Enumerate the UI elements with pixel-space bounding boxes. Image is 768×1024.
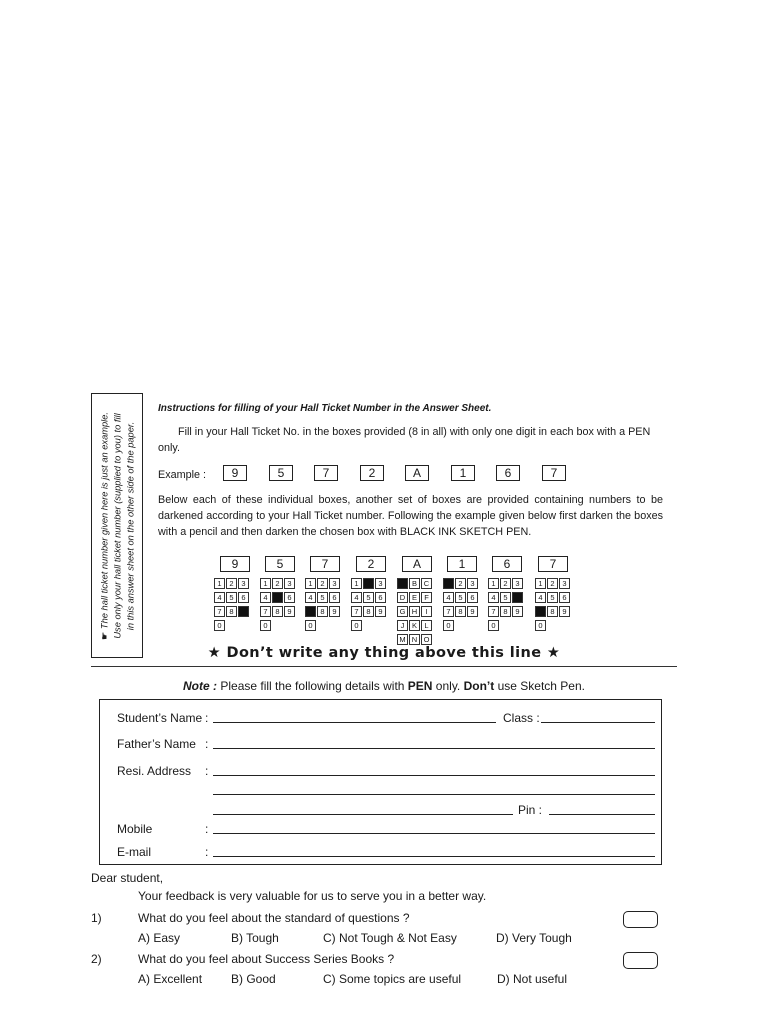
- omr-bubble[interactable]: 6: [467, 592, 478, 603]
- omr-bubble[interactable]: 5: [455, 592, 466, 603]
- omr-bubble[interactable]: 4: [443, 592, 454, 603]
- omr-bubble[interactable]: 4: [214, 592, 225, 603]
- example-digit-box: 2: [360, 465, 384, 481]
- omr-bubble[interactable]: 4: [305, 592, 316, 603]
- address-line-3-field[interactable]: [213, 814, 513, 815]
- omr-bubble[interactable]: 9: [467, 606, 478, 617]
- omr-bubble[interactable]: 8: [455, 606, 466, 617]
- note-dont: Don’t: [463, 679, 495, 693]
- omr-bubble[interactable]: 0: [214, 620, 225, 631]
- class-label: Class :: [503, 711, 540, 725]
- email-field[interactable]: [213, 856, 655, 857]
- feedback-intro: Your feedback is very valuable for us to serve you in a better way.: [138, 889, 487, 903]
- omr-header-box: 9: [220, 556, 250, 572]
- omr-bubble[interactable]: 8: [363, 606, 374, 617]
- feedback-greeting: Dear student,: [91, 871, 164, 885]
- omr-header-box: 5: [265, 556, 295, 572]
- omr-bubble[interactable]: [512, 592, 523, 603]
- father-name-field[interactable]: [213, 748, 655, 749]
- example-digit-box: 5: [269, 465, 293, 481]
- omr-bubble[interactable]: 8: [272, 606, 283, 617]
- dont-write-above-notice: ★ Don’t write any thing above this line ★: [207, 645, 561, 661]
- omr-bubble[interactable]: 8: [547, 606, 558, 617]
- student-name-field[interactable]: [213, 722, 496, 723]
- omr-bubble[interactable]: 1: [305, 578, 316, 589]
- omr-bubble[interactable]: 5: [547, 592, 558, 603]
- omr-bubble[interactable]: 2: [272, 578, 283, 589]
- omr-bubble[interactable]: [238, 606, 249, 617]
- omr-header-box: 7: [538, 556, 568, 572]
- example-digit-box: 7: [542, 465, 566, 481]
- omr-bubble[interactable]: 6: [329, 592, 340, 603]
- omr-bubble[interactable]: 6: [238, 592, 249, 603]
- omr-bubble[interactable]: 4: [535, 592, 546, 603]
- omr-header-box: 1: [447, 556, 477, 572]
- omr-bubble[interactable]: 3: [467, 578, 478, 589]
- colon: :: [205, 764, 209, 778]
- omr-bubble[interactable]: [272, 592, 283, 603]
- omr-bubble[interactable]: [443, 578, 454, 589]
- omr-bubble[interactable]: 7: [351, 606, 362, 617]
- instructions-paragraph-2: Below each of these individual boxes, another set of boxes are provided containing numbers to be darkened according to your Hall Ticket number. Following the example given below first darken the boxes with a pencil and then darken the chosen box with BLACK INK SKETCH PEN.: [158, 494, 663, 538]
- note-pen: PEN: [407, 679, 433, 693]
- email-label: E-mail: [117, 845, 152, 859]
- note-label: Note :: [183, 679, 218, 693]
- omr-bubble[interactable]: 8: [317, 606, 328, 617]
- omr-bubble[interactable]: D: [397, 592, 408, 603]
- omr-bubble[interactable]: 2: [455, 578, 466, 589]
- omr-bubble[interactable]: 1: [351, 578, 362, 589]
- omr-bubble[interactable]: 1: [488, 578, 499, 589]
- option-a: A) Easy: [138, 931, 181, 945]
- omr-bubble[interactable]: 2: [500, 578, 511, 589]
- example-disclaimer-text: ☛ The hall ticket number given here is just an example. Use only your hall ticket number (supplied to you) to fill in this answer sheet on the other side of the paper.: [99, 412, 136, 640]
- question-text: What do you feel about the standard of questions ?: [138, 911, 410, 925]
- pin-field[interactable]: [549, 814, 655, 815]
- omr-bubble[interactable]: 0: [351, 620, 362, 631]
- omr-bubble[interactable]: 0: [305, 620, 316, 631]
- omr-bubble[interactable]: [363, 578, 374, 589]
- omr-bubble[interactable]: 0: [488, 620, 499, 631]
- omr-bubble[interactable]: 0: [260, 620, 271, 631]
- omr-bubble[interactable]: 1: [214, 578, 225, 589]
- omr-bubble[interactable]: 3: [284, 578, 295, 589]
- pointing-hand-icon: ☛: [99, 629, 110, 640]
- omr-header-box: 7: [310, 556, 340, 572]
- colon: :: [205, 737, 209, 751]
- pin-label: Pin :: [518, 803, 543, 817]
- omr-bubble[interactable]: C: [421, 578, 432, 589]
- option-a: A) Excellent: [138, 972, 203, 986]
- omr-bubble[interactable]: 5: [317, 592, 328, 603]
- colon: :: [205, 822, 209, 836]
- omr-bubble[interactable]: 6: [559, 592, 570, 603]
- answer-box-q1[interactable]: [623, 911, 658, 928]
- omr-bubble[interactable]: 4: [351, 592, 362, 603]
- omr-bubble[interactable]: H: [409, 606, 420, 617]
- example-disclaimer-box: [91, 393, 143, 658]
- omr-bubble[interactable]: E: [409, 592, 420, 603]
- student-name-label: Student’s Name: [117, 711, 203, 725]
- resi-address-label: Resi. Address: [117, 764, 192, 778]
- omr-bubble[interactable]: J: [397, 620, 408, 631]
- omr-bubble[interactable]: 0: [443, 620, 454, 631]
- example-digit-box: 1: [451, 465, 475, 481]
- omr-bubble[interactable]: 1: [260, 578, 271, 589]
- omr-bubble[interactable]: 8: [226, 606, 237, 617]
- note-text: use Sketch Pen.: [494, 679, 585, 693]
- omr-bubble[interactable]: 7: [443, 606, 454, 617]
- omr-bubble[interactable]: [397, 578, 408, 589]
- note-text: Please fill the following details with: [217, 679, 408, 693]
- option-b: B) Tough: [231, 931, 279, 945]
- mobile-label: Mobile: [117, 822, 153, 836]
- omr-bubble[interactable]: K: [409, 620, 420, 631]
- omr-bubble[interactable]: 3: [512, 578, 523, 589]
- omr-bubble[interactable]: 0: [535, 620, 546, 631]
- omr-bubble[interactable]: 5: [500, 592, 511, 603]
- omr-header-box: A: [402, 556, 432, 572]
- omr-bubble[interactable]: 8: [500, 606, 511, 617]
- omr-bubble[interactable]: 7: [214, 606, 225, 617]
- omr-bubble[interactable]: [305, 606, 316, 617]
- omr-header-box: 2: [356, 556, 386, 572]
- omr-bubble[interactable]: 9: [375, 606, 386, 617]
- omr-bubble[interactable]: 7: [260, 606, 271, 617]
- class-field[interactable]: [541, 722, 655, 723]
- omr-bubble[interactable]: 2: [317, 578, 328, 589]
- option-c: C) Some topics are useful: [323, 972, 462, 986]
- omr-bubble[interactable]: 9: [559, 606, 570, 617]
- answer-box-q2[interactable]: [623, 952, 658, 969]
- omr-bubble[interactable]: M: [397, 634, 408, 645]
- omr-bubble[interactable]: B: [409, 578, 420, 589]
- omr-bubble[interactable]: I: [421, 606, 432, 617]
- omr-bubble[interactable]: 4: [488, 592, 499, 603]
- omr-bubble[interactable]: G: [397, 606, 408, 617]
- omr-bubble[interactable]: [535, 606, 546, 617]
- address-line-1-field[interactable]: [213, 775, 655, 776]
- option-b: B) Good: [231, 972, 276, 986]
- omr-bubble[interactable]: 3: [559, 578, 570, 589]
- father-name-label: Father’s Name: [117, 737, 196, 751]
- omr-bubble[interactable]: 9: [284, 606, 295, 617]
- note-text: only.: [432, 679, 464, 693]
- example-digit-box: A: [405, 465, 429, 481]
- mobile-field[interactable]: [213, 833, 655, 834]
- omr-header-box: 6: [492, 556, 522, 572]
- colon: :: [205, 845, 209, 859]
- omr-bubble[interactable]: 2: [226, 578, 237, 589]
- instructions-paragraph-1: Fill in your Hall Ticket No. in the boxes provided (8 in all) with only one digit in each box with a PEN only.: [158, 426, 651, 454]
- omr-bubble[interactable]: N: [409, 634, 420, 645]
- omr-bubble[interactable]: 5: [226, 592, 237, 603]
- question-number: 1): [91, 911, 102, 925]
- omr-bubble[interactable]: 3: [329, 578, 340, 589]
- omr-bubble[interactable]: 1: [535, 578, 546, 589]
- omr-bubble[interactable]: 4: [260, 592, 271, 603]
- omr-bubble[interactable]: 7: [488, 606, 499, 617]
- omr-bubble[interactable]: 5: [363, 592, 374, 603]
- omr-bubble[interactable]: 3: [238, 578, 249, 589]
- omr-bubble[interactable]: L: [421, 620, 432, 631]
- colon: :: [205, 711, 209, 725]
- option-d: D) Very Tough: [496, 931, 572, 945]
- address-line-2-field[interactable]: [213, 794, 655, 795]
- omr-bubble[interactable]: O: [421, 634, 432, 645]
- pen-only-note: [0, 679, 768, 693]
- omr-bubble[interactable]: 2: [547, 578, 558, 589]
- question-number: 2): [91, 952, 102, 966]
- divider-line: [91, 666, 677, 667]
- omr-bubble[interactable]: 6: [284, 592, 295, 603]
- omr-bubble[interactable]: 3: [375, 578, 386, 589]
- example-digit-box: 6: [496, 465, 520, 481]
- example-digit-box: 9: [223, 465, 247, 481]
- omr-bubble[interactable]: 6: [375, 592, 386, 603]
- instructions-title: Instructions for filling of your Hall Ticket Number in the Answer Sheet.: [158, 403, 492, 414]
- question-text: What do you feel about Success Series Books ?: [138, 952, 395, 966]
- example-digit-box: 7: [314, 465, 338, 481]
- omr-bubble[interactable]: 9: [512, 606, 523, 617]
- option-d: D) Not useful: [497, 972, 568, 986]
- example-label: Example :: [158, 469, 207, 481]
- omr-bubble[interactable]: F: [421, 592, 432, 603]
- omr-bubble[interactable]: 9: [329, 606, 340, 617]
- option-c: C) Not Tough & Not Easy: [323, 931, 457, 945]
